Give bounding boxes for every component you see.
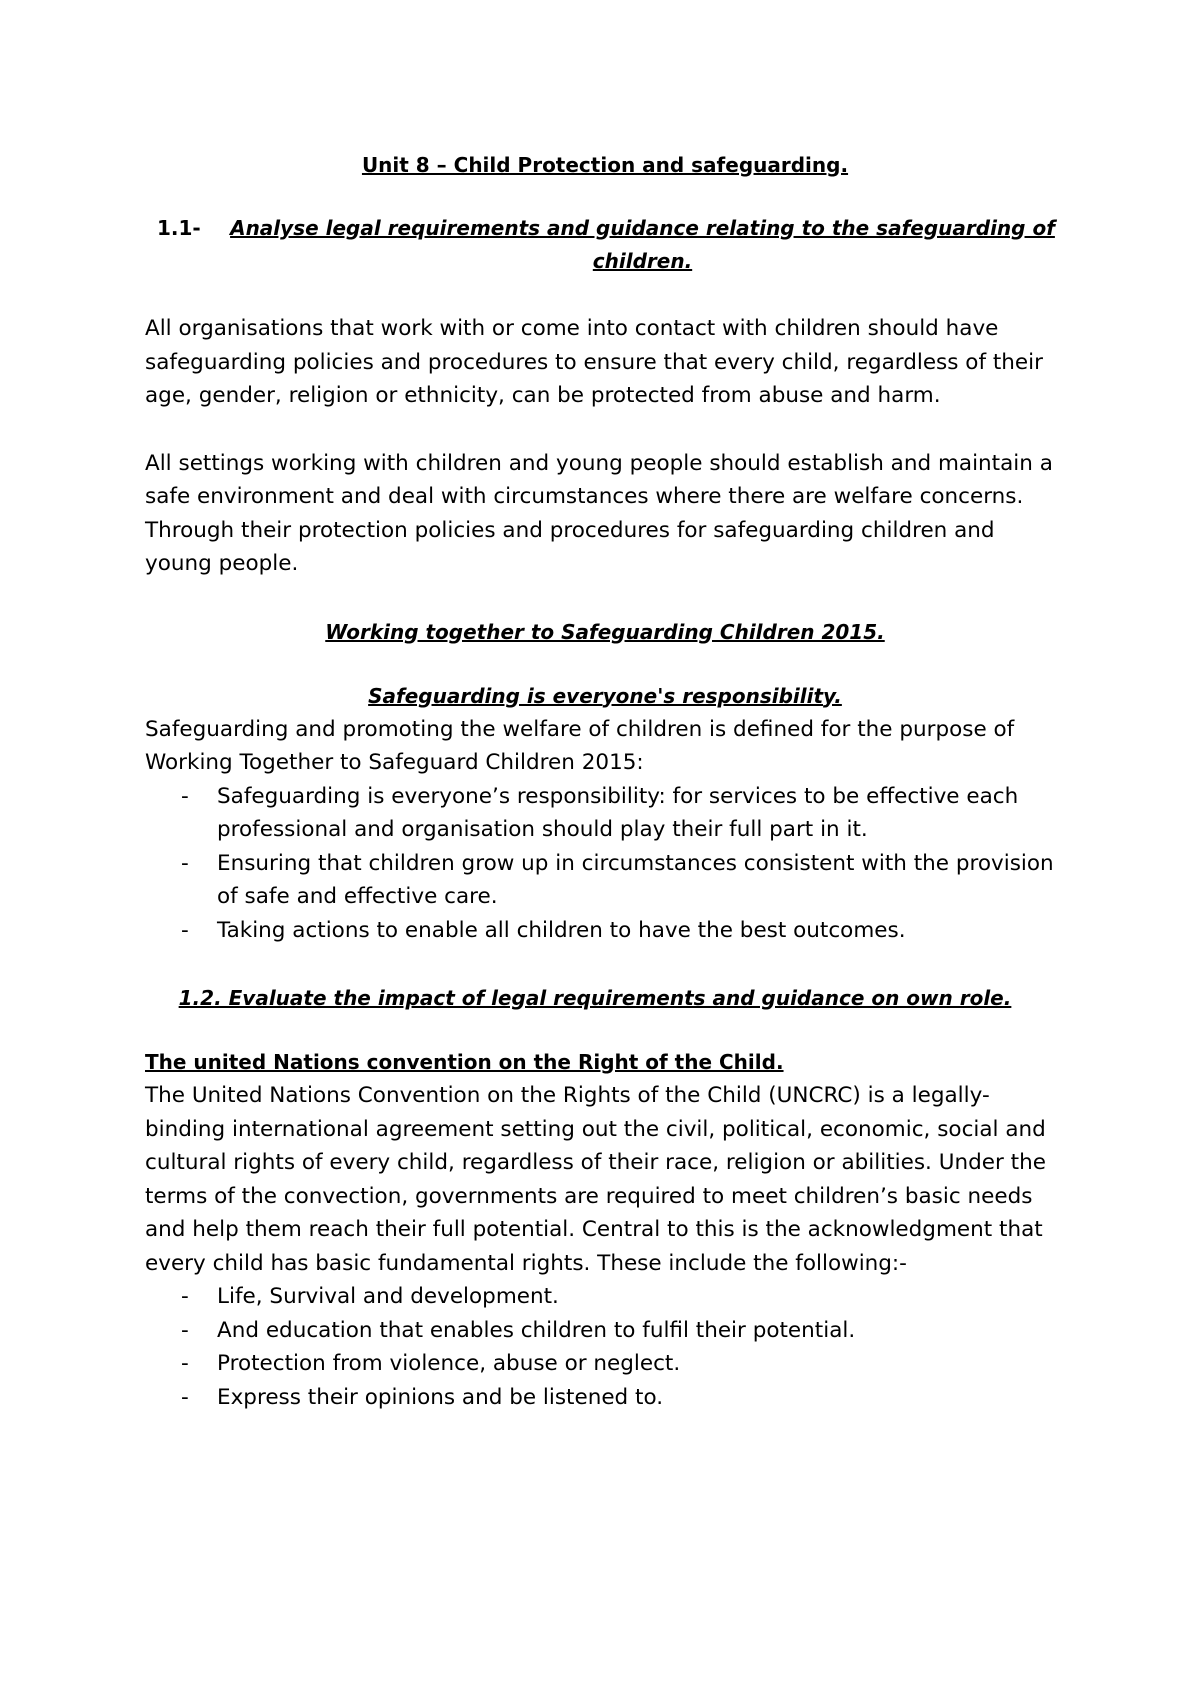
paragraph-uncrc: The United Nations Convention on the Rights of the Child (UNCRC) is a legally-binding international agreement setting out the civil, political, economic, social and cultural rights of every child, regardless of their race, religion or abilities. Under the terms of the convection, governments are required to meet children’s basic needs and help them reach their full potential. Central to this is the acknowledgment that every child has basic fundamental rights. These include the following:-: [145, 1083, 1046, 1276]
heading-working-together: Working together to Safeguarding Children 2015.: [325, 619, 885, 644]
paragraph-settings: All settings working with children and young people should establish and maintain a safe environment and deal with circumstances where there are welfare concerns. Through their protection policies and procedures for safeguarding children and young people.: [145, 450, 1053, 576]
list-item: - Taking actions to enable all children to have the best outcomes.: [217, 914, 1065, 948]
spacer: [145, 947, 1065, 981]
paragraph-definition: Safeguarding and promoting the welfare of children is defined for the purpose of Working Together to Safeguard Children 2015:: [145, 716, 1015, 775]
list-item: - Protection from violence, abuse or neglect.: [217, 1347, 1065, 1381]
document-title: Unit 8 – Child Protection and safeguarding.: [361, 153, 849, 177]
list-item: - Life, Survival and development.: [217, 1280, 1065, 1314]
spacer: [145, 182, 1065, 212]
spacer: [145, 1015, 1065, 1045]
safeguarding-list: [145, 780, 1065, 948]
heading-uncrc: The united Nations convention on the Right of the Child.: [145, 1050, 784, 1074]
list-item: - Express their opinions and be listened to.: [217, 1381, 1065, 1415]
list-item: - And education that enables children to fulfil their potential.: [217, 1314, 1065, 1348]
heading-everyones-responsibility: Safeguarding is everyone's responsibility.: [368, 683, 842, 708]
section-1-2-heading: 1.2. Evaluate the impact of legal requirements and guidance on own role.: [178, 986, 1012, 1010]
spacer: [145, 581, 1065, 615]
rights-list: [145, 1280, 1065, 1414]
spacer: [145, 278, 1065, 312]
list-item: - Ensuring that children grow up in circumstances consistent with the provision of safe and effective care.: [217, 847, 1065, 914]
paragraph-organisations: All organisations that work with or come into contact with children should have safeguarding policies and procedures to ensure that every child, regardless of their age, gender, religion or ethnicity, can be protected from abuse and harm.: [145, 316, 1043, 408]
section-1-1-title: Analyse legal requirements and guidance relating to the safeguarding of children.: [230, 216, 1055, 273]
document-content: [145, 148, 1065, 1414]
spacer: [145, 413, 1065, 447]
spacer: [145, 649, 1065, 679]
section-1-1-heading: [145, 212, 1065, 278]
section-1-1-number: 1.1-: [157, 216, 201, 240]
list-item: - Safeguarding is everyone’s responsibility: for services to be effective each professional and organisation should play their full part in it.: [217, 780, 1065, 847]
